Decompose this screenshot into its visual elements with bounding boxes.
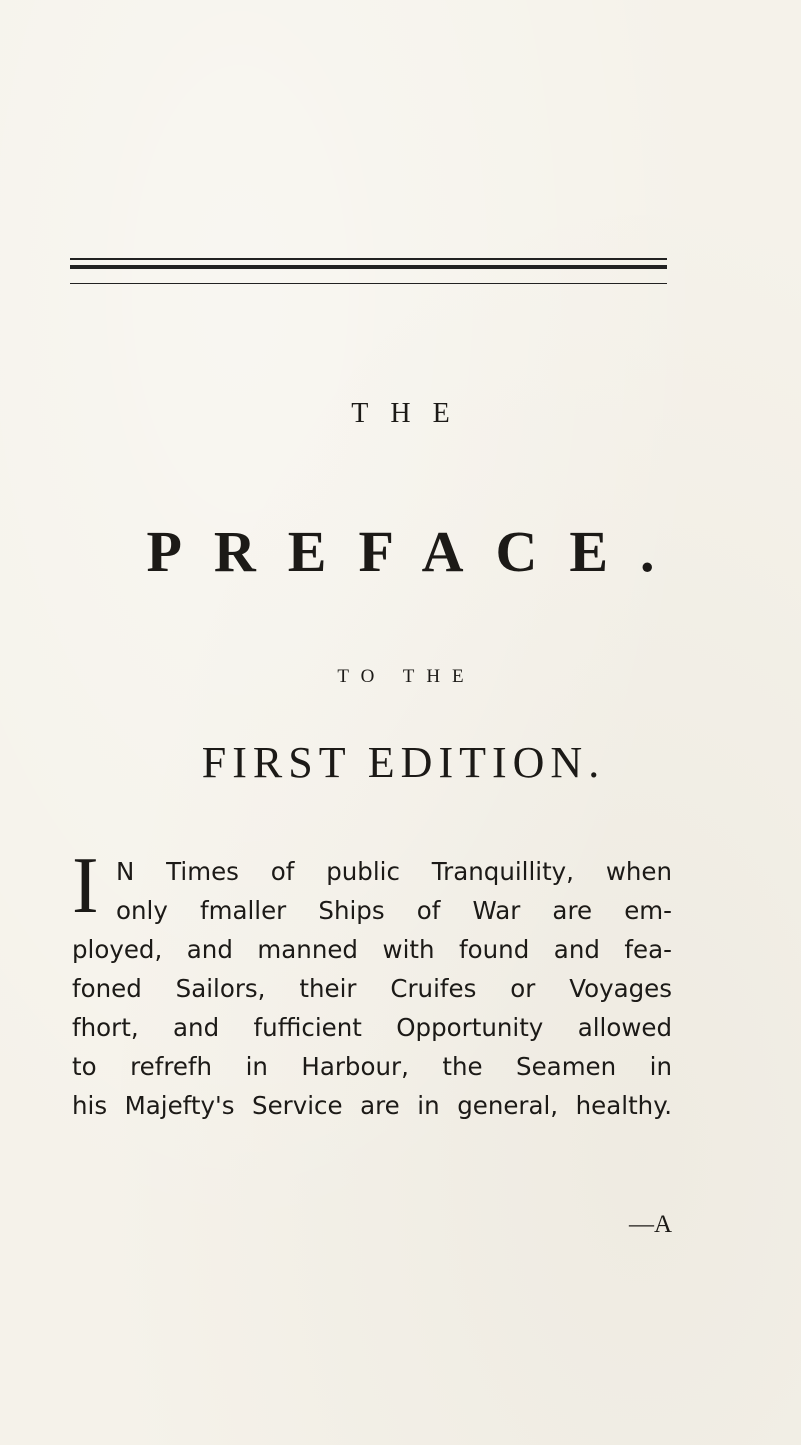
rule-bottom bbox=[70, 283, 667, 284]
body-line: to refrefh in Harbour, the Seamen in bbox=[72, 1052, 672, 1081]
body-line: fhort, and fufficient Opportunity allowed bbox=[72, 1013, 672, 1042]
rule-mid bbox=[70, 265, 667, 269]
body-line: N Times of public Tranquillity, when bbox=[116, 857, 672, 886]
body-line: ployed, and manned with found and fea- bbox=[72, 935, 672, 964]
heading-first-edition: FIRST EDITION. bbox=[201, 738, 606, 787]
heading-the: THE bbox=[351, 398, 472, 429]
drop-cap: I bbox=[72, 842, 99, 930]
body-line: his Majefty's Service are in general, healthy. bbox=[72, 1091, 672, 1120]
rule-top bbox=[70, 258, 667, 260]
catchword: —A bbox=[628, 1211, 672, 1238]
body-paragraph bbox=[72, 852, 672, 1125]
body-line: foned Sailors, their Cruifes or Voyages bbox=[72, 974, 672, 1003]
heading-preface: PREFACE. bbox=[146, 519, 687, 584]
heading-to-the: TO THE bbox=[337, 666, 476, 687]
body-line: only fmaller Ships of War are em- bbox=[116, 896, 672, 925]
